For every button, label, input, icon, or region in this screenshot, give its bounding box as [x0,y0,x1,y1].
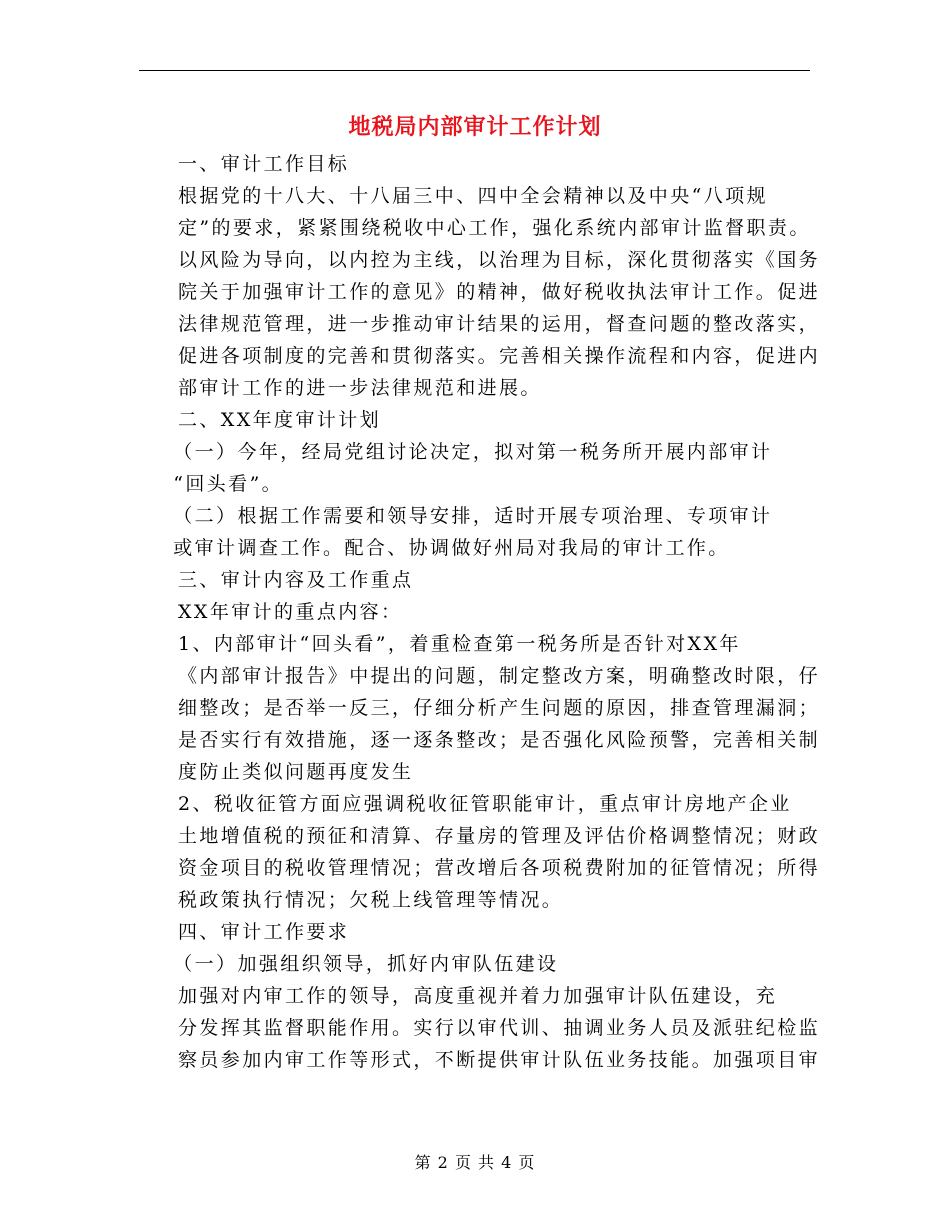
text-line: （一）加强组织领导，抓好内审队伍建设 [173,953,559,975]
text-line: 三、审计内容及工作重点 [178,569,414,591]
text-line: 分发挥其监督职能作用。实行以审代训、抽调业务人员及派驻纪检监 [178,1017,821,1039]
heading-2 [140,404,808,436]
header-rule [139,70,810,71]
text-line: 细整改；是否举一反三，仔细分析产生问题的原因，排查管理漏洞； [178,697,821,719]
paragraph-item-1 [140,628,821,788]
text-line: 部审计工作的进一步法律规范和进展。 [178,377,542,399]
text-line: 1、内部审计“回头看”，着重检查第一税务所是否针对XX年 [178,633,741,655]
paragraph-requirements [140,980,821,1076]
text-line: 2、税收征管方面应强调税收征管职能审计，重点审计房地产企业 [178,793,792,815]
text-line: 以风险为导向，以内控为主线，以治理为目标，深化贯彻落实《国务 [178,249,821,271]
page-footer: 第 2 页 共 4 页 [414,1153,536,1172]
text-line: 院关于加强审计工作的意见》的精神，做好税收执法审计工作。促进 [178,281,821,303]
text-line: 是否实行有效措施，逐一逐条整改；是否强化风险预警，完善相关制 [178,729,821,751]
text-line: 或审计调查工作。配合、协调做好州局对我局的审计工作。 [173,537,730,559]
text-line: 察员参加内审工作等形式，不断提供审计队伍业务技能。加强项目审 [178,1049,821,1071]
text-line: 一、审计工作目标 [178,153,350,175]
text-line: 资金项目的税收管理情况；营改增后各项税费附加的征管情况；所得 [178,857,821,879]
heading-4 [140,916,808,948]
paragraph-item-2 [140,788,821,916]
heading-1 [140,148,808,180]
text-line: XX年审计的重点内容： [178,601,403,623]
text-line: 加强对内审工作的领导，高度重视并着力加强审计队伍建设，充 [178,985,778,1007]
text-line: 税政策执行情况；欠税上线管理等情况。 [178,889,564,911]
text-line: “回头看”。 [173,473,284,495]
paragraph-plan-2 [140,500,808,564]
document-title: 地税局内部审计工作计划 [348,114,602,140]
text-line: 促进各项制度的完善和贯彻落实。完善相关操作流程和内容，促进内 [178,345,821,367]
subheading-4-1 [140,948,808,980]
text-line: （二）根据工作需要和领导安排，适时开展专项治理、专项审计 [173,505,773,527]
paragraph-goals [140,180,821,404]
heading-3 [140,564,808,596]
paragraph-plan-1 [140,436,808,500]
text-line: 四、审计工作要求 [178,921,350,943]
text-line: （一）今年，经局党组讨论决定，拟对第一税务所开展内部审计 [173,441,773,463]
text-line: 度防止类似问题再度发生 [178,761,414,783]
paragraph-key-content [140,596,808,628]
text-line: 土地增值税的预征和清算、存量房的管理及评估价格调整情况；财政 [178,825,821,847]
text-line: 《内部审计报告》中提出的问题，制定整改方案，明确整改时限，仔 [178,665,821,687]
document-body [140,148,821,1076]
text-line: 法律规范管理，进一步推动审计结果的运用，督查问题的整改落实， [178,313,821,335]
text-line: 根据党的十八大、十八届三中、四中全会精神以及中央“八项规 [178,185,768,207]
text-line: 二、XX年度审计计划 [178,409,382,431]
text-line: 定”的要求，紧紧围绕税收中心工作，强化系统内部审计监督职责。 [178,217,811,239]
